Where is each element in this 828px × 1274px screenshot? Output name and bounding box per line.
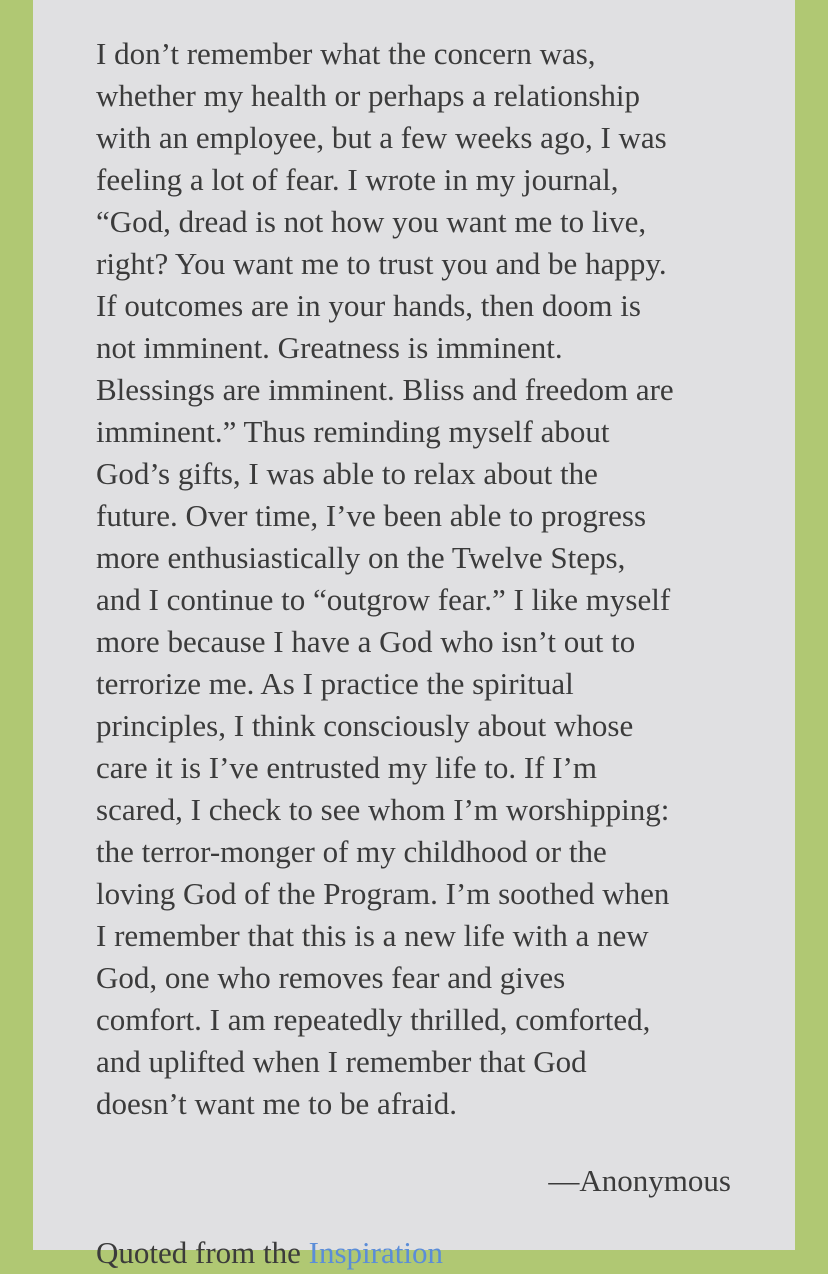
reading-passage: I don’t remember what the concern was, whether my health or perhaps a relationship with an employee, but a few weeks ago, I was feeling a lot of fear. I wrote in my journal, “God, dread is not how you want me to live, right? You want me to trust you and be happy. If outcomes are in your hands, then doom is not imminent. Greatness is imminent. Blessings are imminent. Bliss and freedom are imminent.” Thus reminding myself about God’s gifts, I was able to relax about the future. Over time, I’ve been able to progress more enthusiastically on the Twelve Steps, and I continue to “outgrow fear.” I like myself more because I have a God who isn’t out to terrorize me. As I practice the spiritual principles, I think consciously about whose care it is I’ve entrusted my life to. If I’m scared, I check to see whom I’m worshipping: the terror-monger of my childhood or the loving God of the Program. I’m soothed when I remember that this is a new life with a new God, one who removes fear and gives comfort. I am repeatedly thrilled, comforted, and uplifted when I remember that God doesn’t want me to be afraid. — [96, 36, 674, 1121]
source-link[interactable]: Inspiration — [308, 1235, 443, 1270]
source-line — [96, 1232, 443, 1274]
source-prefix: Quoted from the — [96, 1235, 301, 1270]
signature: —Anonymous — [548, 1163, 731, 1198]
reading-page — [33, 0, 795, 1270]
